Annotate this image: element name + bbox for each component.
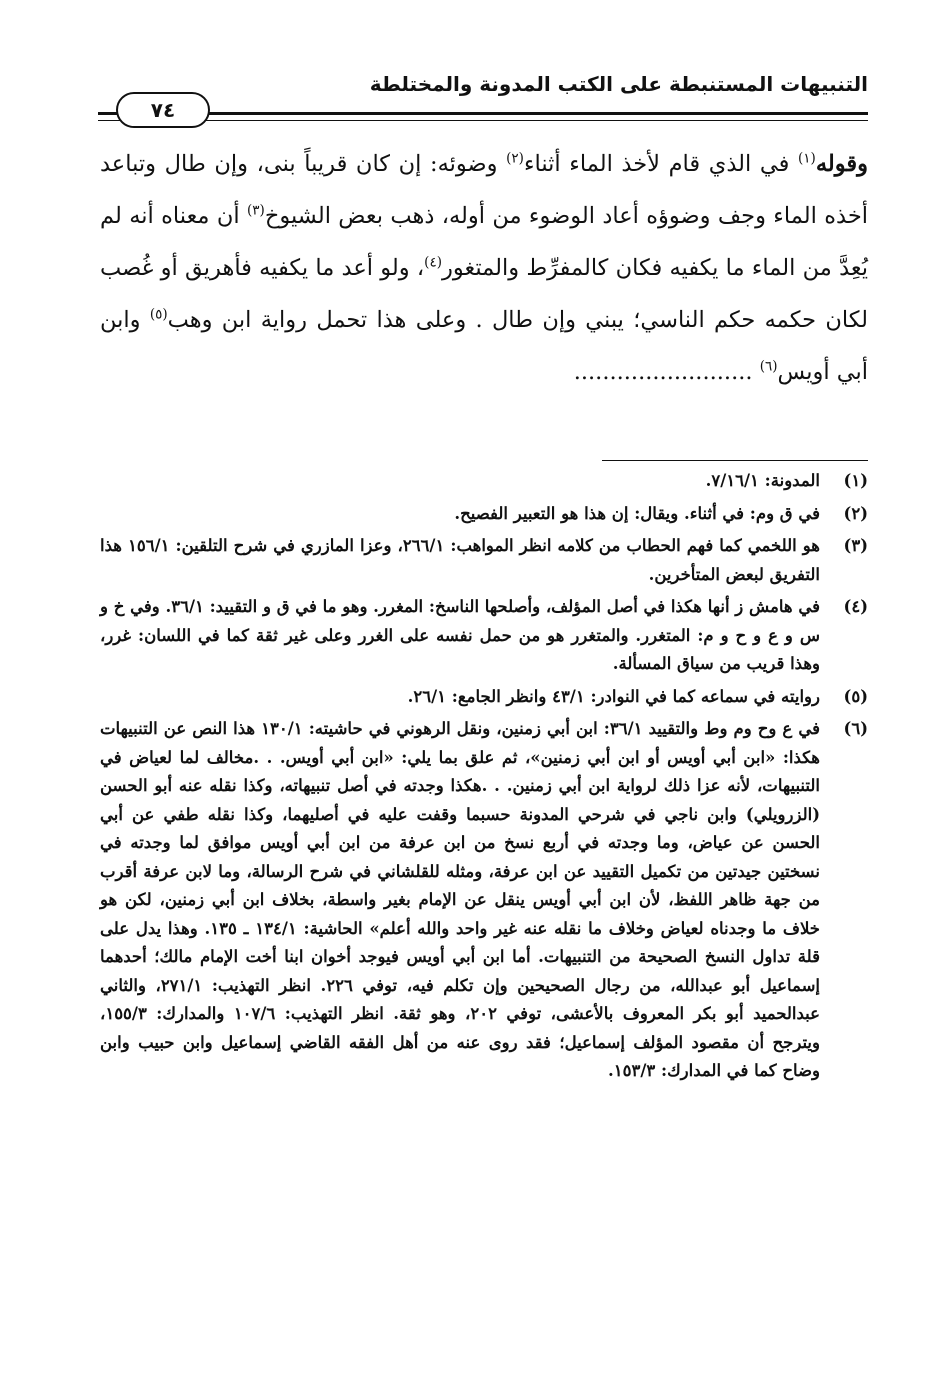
footnote-ref-1[interactable]: (١) [797, 150, 816, 167]
page-header [98, 72, 868, 132]
footnote-3 [100, 532, 868, 589]
footnote-text: في هامش ز أنها هكذا في أصل المؤلف، وأصلحها الناسخ: المغرر. وهو ما في ق و التقييد: ٣٦/١. وفي خ و س و ع و ح و م: المتغرر. والمتغرر هو من حمل نفسه على الغرر وعلى غير ثقة كما في اللسان: غرر، وهذا قريب من سياق المسألة. [100, 597, 820, 673]
text-segment-5: وابن أبي أويس [100, 307, 868, 385]
header-rule-thin [98, 120, 868, 121]
footnote-text: في ق وم: في أثناء. ويقال: إن هذا هو التعبير الفصيح. [454, 503, 820, 523]
footnote-text: المدونة: ٧/١٦/١. [705, 471, 820, 490]
text-segment-1: في الذي قام لأخذ الماء أثناء [523, 151, 798, 177]
footnote-ref-3[interactable]: (٣) [247, 202, 265, 219]
footnote-6 [100, 715, 868, 1086]
footnote-separator [602, 460, 868, 461]
footnote-1 [100, 467, 868, 496]
footnote-number: (٤) [843, 597, 868, 616]
footnote-number: (٥) [843, 686, 868, 706]
footnote-2 [100, 500, 868, 529]
footnote-number: (٣) [843, 536, 868, 555]
footnote-ref-5[interactable]: (٥) [149, 306, 168, 323]
main-paragraph [100, 138, 868, 398]
footnote-ref-2[interactable]: (٢) [506, 150, 524, 167]
text-segment-3: أن معناه أنه لم يُعِدَّ من الماء ما يكفيه فكان كالمفرِّط والمتغور [100, 203, 868, 281]
lead-word: وقوله [815, 151, 868, 177]
footnote-ref-4[interactable]: (٤) [424, 254, 442, 271]
footnote-number: (٢) [843, 503, 868, 523]
page-number: ٧٤ [116, 92, 210, 128]
footnote-text: في ع وح وم وط والتقييد ٣٦/١: ابن أبي زمنين، ونقل الرهوني في حاشيته: ١٣٠/١ هذا النص عن التنبيهات هكذا: «ابن أبي أويس أو ابن أبي زمنين»، ثم علق بما يلي: «ابن أبي أويس. . .مخالف لما لعياض في التنبيهات، لأنه عزا ذلك لرواية ابن أبي زمنين. . .هكذا وجدته في أصل تنبيهاته، وكذا نقله عنه أبو الحسن (الزرويلي) وابن ناجي في شرحي المدونة حسبما وقفت عليه في أصليهما، وكذا نقله طفي عن أبي الحسن عن عياض، وما وجدته في أربع نسخ من ابن عرفة من ابن أبي أويس موافق لما وجدته في نسختين جيدتين من تكميل التقييد عن ابن عرفة، ومثله للقلشاني في شرح الرسالة، وما لابن عرفة أقرب من جهة ظاهر اللفظ، لأن ابن أبي أويس ينقل عن الإمام بغير واسطة، بخلاف ابن أبي زمنين، لكن هو خلاف ما وجدناه لعياض وخلاف ما نقله عنه غير واحد والله أعلم» الحاشية: ١٣٤/١ ـ ١٣٥. وهذا يدل على قلة تداول النسخ الصحيحة من التنبيهات. أما ابن أبي أويس فيوجد أخوان ابنا أخت الإمام مالك؛ أحدهما إسماعيل أبو عبدالله، من رجال الصحيحين وإن تكلم فيه، توفي ٢٢٦. انظر التهذيب: ٢٧١/١، والثاني عبدالحميد أبو بكر المعروف بالأعشى، توفي ٢٠٢، وهو ثقة. انظر التهذيب: ١٠٧/٦ والمدارك: ١٥٥/٣، ويترجح أن مقصود المؤلف إسماعيل؛ فقد روى عنه من أهل الفقه القاضي إسماعيل وابن حبيب وابن وضاح كما في المدارك: ١٥٣/٣. [100, 719, 821, 1080]
footnote-ref-6[interactable]: (٦) [759, 358, 778, 375]
footnote-text: هو اللخمي كما فهم الحطاب من كلامه انظر المواهب: ٢٦٦/١، وعزا المازري في شرح التلقين: ١٥٦/١ هذا التفريق لبعض المتأخرين. [100, 536, 821, 584]
footnote-4 [100, 593, 868, 679]
text-segment-4: ، ولو أعد ما يكفيه فأهريق أو غُصب لكان حكمه حكم الناسي؛ يبني وإن طال . وعلى هذا تحمل رواية ابن وهب [100, 255, 868, 333]
ellipsis-dots: ......................... [573, 359, 753, 385]
text-segment-2: وضوئه: إن كان قريباً بنى، وإن طال وتباعد أخذه الماء وجف وضوؤه أعاد الوضوء من أوله، ذهب بعض الشيوخ [100, 151, 868, 229]
footnote-number: (٦) [843, 719, 868, 738]
footnote-5 [100, 683, 868, 712]
footnote-number: (١) [843, 471, 868, 490]
footnotes-section [100, 467, 868, 1090]
header-rule-thick [98, 112, 868, 115]
main-text [100, 138, 868, 398]
footnote-text: روايته في سماعه كما في النوادر: ٤٣/١ وانظر الجامع: ٢٦/١. [407, 686, 820, 706]
running-title: التنبيهات المستنبطة على الكتب المدونة والمختلطة [369, 72, 868, 96]
